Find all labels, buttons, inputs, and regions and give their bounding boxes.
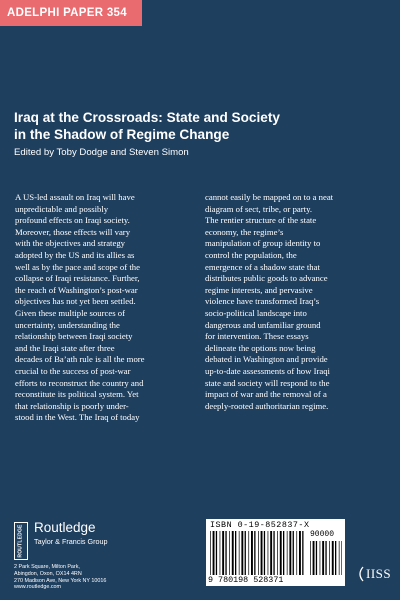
barcode-bar <box>316 541 317 575</box>
ean-barcode-bars <box>210 531 306 575</box>
blurb-line: deeply-rooted authoritarian regime. <box>205 400 329 411</box>
blurb-column-right <box>205 192 395 412</box>
blurb-line: cannot easily be mapped on to a neat <box>205 192 334 202</box>
blurb-line: reconstitute its political system. Yet <box>15 389 139 400</box>
blurb-line: emergence of a shadow state that <box>205 261 320 272</box>
blurb-line: up-to-date assessments of how Iraqi <box>205 365 330 376</box>
barcode-bar <box>210 531 211 575</box>
book-title-line: in the Shadow of Regime Change <box>14 127 230 142</box>
blurb-line: Moreover, those effects will vary <box>15 226 131 237</box>
barcode-bar <box>320 541 321 575</box>
barcode-bar <box>268 531 269 575</box>
blurb-line: state and society will respond to the <box>205 377 330 388</box>
barcode-bar <box>296 531 297 575</box>
blurb-line: the reach of Washington’s post-war <box>15 284 138 295</box>
barcode-bar <box>241 531 243 575</box>
editors-credit: Edited by Toby Dodge and Steven Simon <box>14 147 189 158</box>
address-line: www.routledge.com <box>14 584 62 591</box>
blurb-line: profound effects on Iraqi society. <box>15 215 130 226</box>
blurb-line: diagram of sect, tribe, or party. <box>205 203 313 214</box>
addon-barcode-bars <box>310 541 342 575</box>
barcode-bar <box>270 531 272 575</box>
barcode-bar <box>239 531 240 575</box>
blurb-line: unpredictable and possibly <box>15 203 109 214</box>
blurb-line: collapse of Iraqi resistance. Further, <box>15 273 140 284</box>
barcode-bar <box>248 531 249 575</box>
iiss-logo-text: IISS <box>366 566 392 581</box>
barcode-bar <box>289 531 291 575</box>
blurb-line: The rentier structure of the state <box>205 215 317 226</box>
barcode-bar <box>313 541 315 575</box>
blurb-line: violence have transformed Iraq’s <box>205 296 320 307</box>
barcode-bar <box>335 541 336 575</box>
blurb-line: uncertainty, understanding the <box>15 319 120 330</box>
blurb-line: socio-political landscape into <box>205 307 307 318</box>
barcode-bar <box>222 531 224 575</box>
barcode-bar <box>258 531 259 575</box>
barcode-bar <box>251 531 253 575</box>
barcode-bar <box>322 541 324 575</box>
barcode-bar <box>277 531 278 575</box>
blurb-line: adopted by the US and its allies as <box>15 249 135 260</box>
barcode-bar <box>329 541 330 575</box>
barcode-bar <box>339 541 340 575</box>
barcode-bar <box>225 531 226 575</box>
barcode-bar <box>264 531 265 575</box>
blurb-line: and the Iraqi state after three <box>15 342 115 353</box>
blurb-line: regime interests, and pervasive <box>205 284 313 295</box>
barcode-bar <box>220 531 221 575</box>
address-line: Abingdon, Oxon, OX14 4RN <box>14 570 82 577</box>
blurb-line: objectives has not yet been settled. <box>15 296 136 307</box>
blurb-line: impact of war and the removal of a <box>205 389 327 400</box>
barcode-bar <box>213 531 215 575</box>
barcode-bar <box>325 541 326 575</box>
book-title <box>14 109 394 143</box>
price-addon-digits: 90000 <box>310 530 335 539</box>
iiss-arc-icon <box>356 566 364 582</box>
barcode-bar <box>310 541 311 575</box>
routledge-logo-icon <box>14 522 28 560</box>
address-line: 2 Park Square, Milton Park, <box>14 564 80 570</box>
blurb-line: control the population, the <box>205 249 297 260</box>
blurb-line: distributes public goods to advance <box>205 273 328 284</box>
publisher-address <box>14 564 106 591</box>
ean-digits: 9 780198 528371 <box>208 575 284 585</box>
blurb-line: that relationship is poorly under- <box>15 400 129 411</box>
barcode-bar <box>293 531 294 575</box>
publisher-name: Routledge <box>34 520 96 535</box>
blurb-line: manipulation of group identity to <box>205 238 321 249</box>
publisher-group: Taylor & Francis Group <box>34 537 108 546</box>
barcode-bar <box>302 531 303 575</box>
barcode-bar <box>299 531 301 575</box>
book-title-line: Iraq at the Crossroads: State and Society <box>14 110 280 125</box>
blurb-line: stood in the West. The Iraq of today <box>15 412 140 423</box>
routledge-logo-text: ROUTLEDGE <box>18 524 25 558</box>
blurb-line: economy, the regime’s <box>205 226 284 237</box>
barcode-bar <box>216 531 217 575</box>
series-label: ADELPHI PAPER 354 <box>7 7 127 19</box>
barcode-bar <box>280 531 282 575</box>
blurb-line: with the objectives and strategy <box>15 238 126 249</box>
barcode-bar <box>245 531 246 575</box>
address-line: 270 Madison Ave, New York NY 10016 <box>14 577 107 584</box>
series-label-tab <box>0 0 142 26</box>
blurb-line: Given these multiple sources of <box>15 307 126 318</box>
barcode-bar <box>261 531 263 575</box>
blurb-line: relationship between Iraqi society <box>15 331 133 342</box>
blurb-line: A US-led assault on Iraq will have <box>15 192 135 202</box>
blurb-line: crucial to the success of post-war <box>15 365 131 376</box>
barcode-bar <box>283 531 284 575</box>
barcode-bar <box>232 531 234 575</box>
barcode-bar <box>273 531 274 575</box>
blurb-line: efforts to reconstruct the country and <box>15 377 144 388</box>
iiss-logo <box>356 566 391 582</box>
blurb-line: dangerous and unfamiliar ground <box>205 319 321 330</box>
barcode-bar <box>287 531 288 575</box>
blurb-line: decades of Ba’ath rule is all the more <box>15 354 145 365</box>
isbn-label: ISBN 0-19-852837-X <box>210 520 310 530</box>
barcode-bar <box>229 531 230 575</box>
blurb-line: delineate the options now being <box>205 342 316 353</box>
barcode-bar <box>254 531 255 575</box>
barcode-bar <box>341 541 342 575</box>
blurb-line: debated in Washington and provide <box>205 354 328 365</box>
blurb-column-left <box>15 192 205 424</box>
barcode <box>206 519 345 586</box>
barcode-bar <box>332 541 334 575</box>
barcode-bar <box>235 531 236 575</box>
blurb-line: for intervention. These essays <box>205 331 309 342</box>
blurb-line: well as by the pace and scope of the <box>15 261 140 272</box>
